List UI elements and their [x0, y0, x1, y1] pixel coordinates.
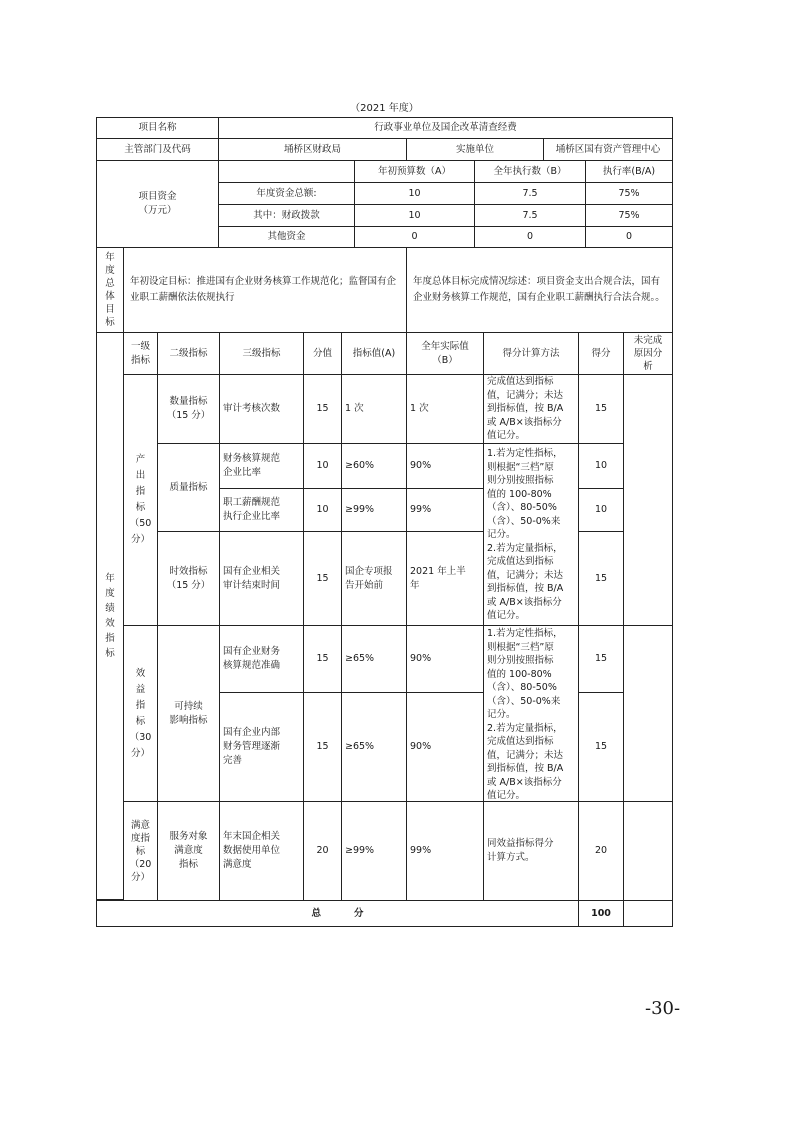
hdr-method: 得分计算方法	[483, 332, 579, 375]
fund-row-budget: 10	[354, 204, 475, 227]
val-internal: 15	[303, 692, 342, 802]
actual-audit: 1 次	[406, 374, 484, 444]
target-satisfy: ≥99%	[341, 801, 407, 901]
hdr-score: 得分	[578, 332, 624, 375]
benefit-label: 效 益 指 标 （30 分）	[123, 625, 158, 802]
fund-row-name: 年度资金总额:	[218, 182, 355, 205]
dept-label: 主管部门及代码	[96, 138, 219, 161]
actual-time: 2021 年上半 年	[406, 531, 484, 626]
total-score: 100	[578, 900, 624, 927]
score-satisfy: 20	[578, 801, 624, 901]
score-fin-accurate: 15	[578, 625, 624, 693]
score-fin-norm: 10	[578, 443, 624, 489]
impl-label: 实施单位	[406, 138, 544, 161]
dept-value: 埇桥区财政局	[218, 138, 407, 161]
goal-completion: 年度总体目标完成情况综述：项目资金支出合规合法，国有企业财务核算工作规范，国有企业职工薪酬执行合法合规。。	[406, 247, 673, 333]
goals-label: 年 度 总 体 目 标	[96, 247, 124, 333]
l3-fin-norm: 财务核算规范 企业比率	[219, 443, 304, 489]
l3-satisfy: 年末国企相关 数据使用单位 满意度	[219, 801, 304, 901]
year-label: （2021 年度）	[350, 103, 419, 114]
actual-pay-norm: 99%	[406, 488, 484, 532]
score-internal: 15	[578, 692, 624, 802]
target-time: 国企专项报 告开始前	[341, 531, 407, 626]
hdr-target: 指标值(A)	[341, 332, 407, 375]
fund-row-rate: 75%	[585, 182, 673, 205]
actual-fin-accurate: 90%	[406, 625, 484, 693]
actual-fin-norm: 90%	[406, 443, 484, 489]
hdr-reason: 未完成 原因分 析	[623, 332, 673, 375]
project-name-label: 项目名称	[96, 117, 219, 139]
indicators-section-label: 年 度 绩 效 指 标	[96, 332, 124, 900]
fund-row-exec: 7.5	[474, 182, 586, 205]
method-4: 同效益指标得分 计算方式。	[483, 801, 579, 901]
fund-row-budget: 0	[354, 226, 475, 248]
satisfaction-label: 满意 度指 标 （20 分）	[123, 801, 158, 901]
score-audit: 15	[578, 374, 624, 444]
actual-internal: 90%	[406, 692, 484, 802]
val-fin-accurate: 15	[303, 625, 342, 693]
target-audit: 1 次	[341, 374, 407, 444]
l3-time: 国有企业相关 审计结束时间	[219, 531, 304, 626]
target-fin-accurate: ≥65%	[341, 625, 407, 693]
hdr-l1: 一级 指标	[123, 332, 158, 375]
target-internal: ≥65%	[341, 692, 407, 802]
total-blank	[623, 900, 673, 927]
fund-row-exec: 0	[474, 226, 586, 248]
page-number: -30-	[645, 998, 681, 1019]
l2-timeliness: 时效指标 （15 分）	[157, 531, 220, 626]
val-time: 15	[303, 531, 342, 626]
score-pay-norm: 10	[578, 488, 624, 532]
fund-row-rate: 75%	[585, 204, 673, 227]
l3-audit: 审计考核次数	[219, 374, 304, 444]
method-1: 完成值达到指标 值，记满分；未达 到指标值，按 B/A 或 A/B×该指标分 值记分。	[483, 374, 579, 444]
l3-pay-norm: 职工薪酬规范 执行企业比率	[219, 488, 304, 532]
l2-quantity: 数量指标 （15 分）	[157, 374, 220, 444]
hdr-actual: 全年实际值 （B）	[406, 332, 484, 375]
hdr-l2: 二级指标	[157, 332, 220, 375]
col-budget: 年初预算数（A）	[354, 160, 475, 183]
col-exec: 全年执行数（B）	[474, 160, 586, 183]
set-goal: 年初设定目标：推进国有企业财务核算工作规范化；监督国有企业职工薪酬依法依规执行	[123, 247, 407, 333]
val-satisfy: 20	[303, 801, 342, 901]
target-pay-norm: ≥99%	[341, 488, 407, 532]
l3-fin-accurate: 国有企业财务 核算规范准确	[219, 625, 304, 693]
l2-sustain: 可持续 影响指标	[157, 625, 220, 802]
hdr-score-val: 分值	[303, 332, 342, 375]
method-2: 1.若为定性指标， 则根据“三档”原 则分别按照指标 值的 100-80% （含）、80-50% （含）、50-0%来 记分。 2.若为定量指标， 完成值达到指标 值，记满分；未达 到指标值，按 B/A 或 A/B×该指标分 值记分。	[483, 443, 579, 626]
l2-quality: 质量指标	[157, 443, 220, 532]
impl-value: 埇桥区国有资产管理中心	[543, 138, 673, 161]
fund-row-rate: 0	[585, 226, 673, 248]
method-3: 1.若为定性指标， 则根据“三档”原 则分别按照指标 值的 100-80% （含）、80-50% （含）、50-0%来 记分。 2.若为定量指标， 完成值达到指标 值，记满分；未达 到指标值，按 B/A 或 A/B×该指标分 值记分。	[483, 625, 579, 802]
fund-row-budget: 10	[354, 182, 475, 205]
val-fin-norm: 10	[303, 443, 342, 489]
score-time: 15	[578, 531, 624, 626]
reason-output	[623, 374, 673, 626]
output-label: 产 出 指 标 （50 分）	[123, 374, 158, 626]
funds-header-blank	[218, 160, 355, 183]
project-name: 行政事业单位及国企改革清查经费	[218, 117, 673, 139]
val-pay-norm: 10	[303, 488, 342, 532]
hdr-l3: 三级指标	[219, 332, 304, 375]
funds-label: 项目资金 （万元）	[96, 160, 219, 248]
l3-internal: 国有企业内部 财务管理逐渐 完善	[219, 692, 304, 802]
fund-row-name: 其中：财政拨款	[218, 204, 355, 227]
total-label: 总 分	[96, 900, 579, 927]
actual-satisfy: 99%	[406, 801, 484, 901]
target-fin-norm: ≥60%	[341, 443, 407, 489]
col-rate: 执行率(B/A)	[585, 160, 673, 183]
reason-satisfy	[623, 801, 673, 901]
val-audit: 15	[303, 374, 342, 444]
reason-benefit	[623, 625, 673, 802]
fund-row-name: 其他资金	[218, 226, 355, 248]
fund-row-exec: 7.5	[474, 204, 586, 227]
l2-service: 服务对象 满意度 指标	[157, 801, 220, 901]
